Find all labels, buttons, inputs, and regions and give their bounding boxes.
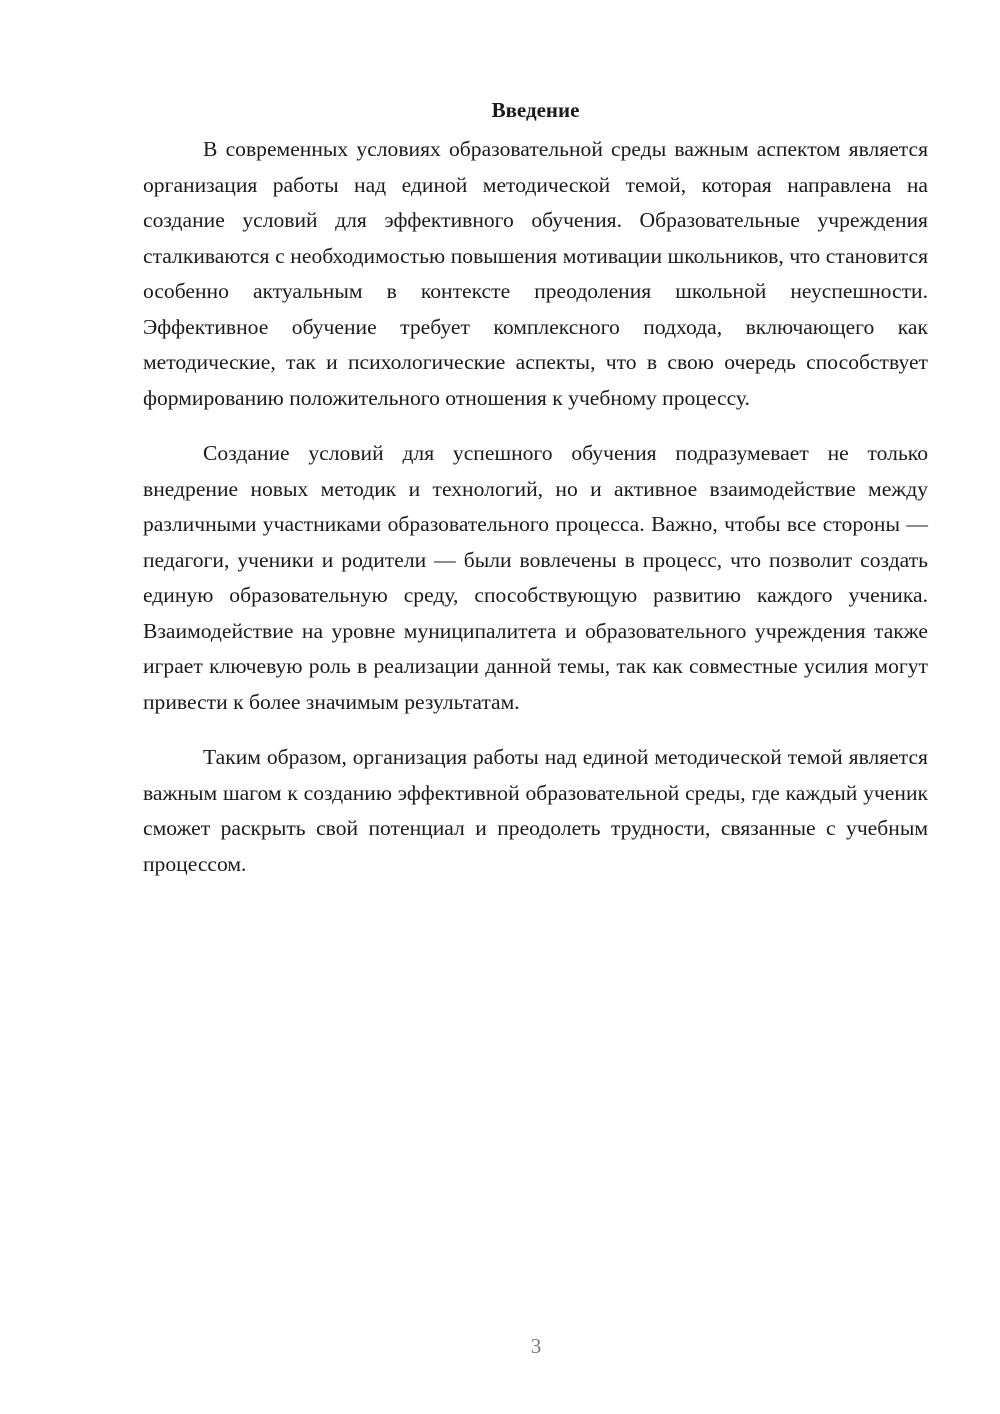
page-number: 3: [530, 1334, 542, 1358]
paragraph-3: Таким образом, организация работы над единой методической темой является важным шагом к созданию эффективной образовательной среды, где каждый ученик сможет раскрыть свой потенциал и преодолеть трудности, связанные с учебным процессом.: [143, 745, 928, 876]
section-heading: Введение: [491, 98, 580, 122]
paragraph-2: Создание условий для успешного обучения подразумевает не только внедрение новых методик и технологий, но и активное взаимодействие между различными участниками образовательного процесса. Важно, чтобы все стороны — педагоги, ученики и родители — были вовлечены в процесс, что позволит создать единую образовательную среду, способствующую развитию каждого ученика. Взаимодействие на уровне муниципалитета и образовательного учреждения также играет ключевую роль в реализации данной темы, так как совместные усилия могут привести к более значимым результатам.: [143, 441, 928, 714]
paragraph-1: В современных условиях образовательной среды важным аспектом является организация работы над единой методической темой, которая направлена на создание условий для эффективного обучения. Образовательные учреждения сталкиваются с необходимостью повышения мотивации школьников, что становится особенно актуальным в контексте преодоления школьной неуспешности. Эффективное обучение требует комплексного подхода, включающего как методические, так и психологические аспекты, что в свою очередь способствует формированию положительного отношения к учебному процессу.: [143, 137, 928, 410]
page-content: [143, 92, 928, 902]
